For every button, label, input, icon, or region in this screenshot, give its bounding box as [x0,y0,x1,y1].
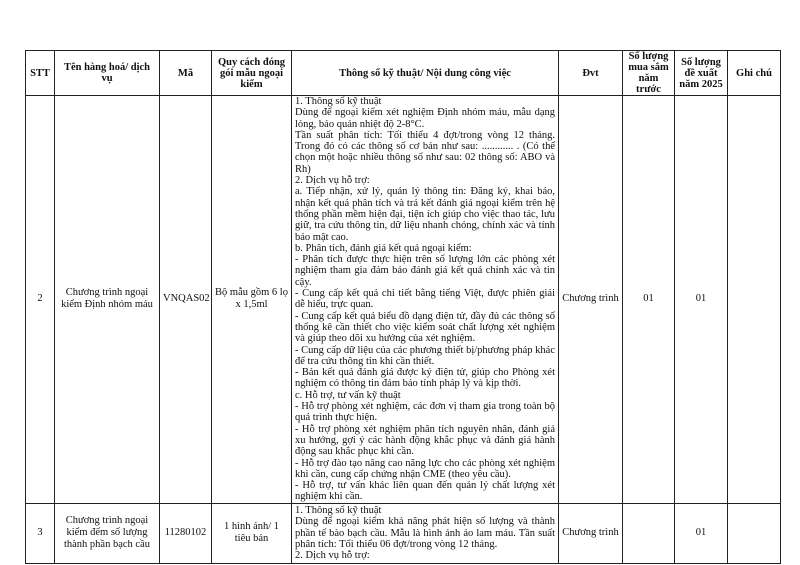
spec-line: - Hỗ trợ phòng xét nghiệm, các đơn vị tham gia trong toàn bộ quá trình thực hiện. [295,401,555,424]
spec-line: - Phân tích được thực hiện trên số lượng lớn các phòng xét nghiệm tham gia đảm bảo đánh giá kết quả chính xác và tin cậy. [295,254,555,288]
row-note [728,96,781,504]
row-name: Chương trình ngoại kiểm đếm số lượng thành phần bạch cầu [55,503,160,563]
table-row [26,503,781,563]
spec-line: - Hỗ trợ, tư vấn khác liên quan đến quản lý chất lượng xét nghiệm khi cần. [295,480,555,503]
row-pack: 1 hình ảnh/ 1 tiêu bản [212,503,292,563]
spec-line: 1. Thông số kỹ thuật [295,96,382,107]
row-note [728,503,781,563]
header-pack: Quy cách đóng gói mẫu ngoại kiểm [212,51,292,96]
row-proposed-qty: 01 [675,96,728,504]
spec-line: - Bản kết quả đánh giá được ký điện tử, giúp cho Phòng xét nghiệm có thông tin đảm bảo tính pháp lý và kịp thời. [295,367,555,390]
row-prev-qty [623,503,675,563]
header-name: Tên hàng hoá/ dịch vụ [55,51,160,96]
table-row [26,96,781,504]
spec-line: b. Phân tích, đánh giá kết quả ngoại kiểm: [295,242,472,254]
spec-line: - Hỗ trợ phòng xét nghiệm phân tích nguyên nhân, đánh giá xu hướng, gợi ý các hành động khắc phục và đánh giá hành động sau khắc phục khi cần. [295,423,555,458]
row-name: Chương trình ngoại kiểm Định nhóm máu [55,96,160,504]
row-proposed-qty: 01 [675,503,728,563]
row-stt: 3 [26,503,55,563]
spec-line: - Cung cấp dữ liệu của các phương thiết bị/phương pháp khác để tra cứu thông tin khi cần thiết. [295,344,555,367]
spec-line: Dùng để ngoại kiểm xét nghiệm Định nhóm máu, mẫu dạng lỏng, bảo quản nhiệt độ 2-8°C. [295,107,555,130]
header-unit: Đvt [559,51,623,96]
row-unit: Chương trình [559,503,623,563]
spec-line: Dùng để ngoại kiểm khả năng phát hiện số lượng và thành phần tế bào bạch cầu. Mẫu là hình ảnh ảo lam máu. Tần suất phân tích: Tối thiểu 06 đợt/trong vòng 12 tháng. [295,516,555,550]
row-stt: 2 [26,96,55,504]
row-spec [292,503,559,563]
spec-line: - Cung cấp kết quả biểu đồ dạng điện tử, đầy đủ các thông số thống kê cần thiết cho việc kiểm soát chất lượng xét nghiệm và giúp theo dõi xu hướng của xét nghiệm. [295,310,555,345]
spec-line: a. Tiếp nhận, xử lý, quản lý thông tin: Đăng ký, khai báo, nhận kết quả phân tích và trả kết đánh giá ngoại kiểm trên hệ thống phần mềm hiện đại, tiện ích giúp cho việc thao tác, lưu giữ, tra cứu thông tin, dữ liệu nhanh chóng, chính xác và tính bảo mật cao. [295,186,555,243]
header-tech: Thông số kỹ thuật/ Nội dung công việc [292,51,559,96]
header-proposed-qty: Số lượng đề xuất năm 2025 [675,51,728,96]
header-code: Mã [160,51,212,96]
row-prev-qty: 01 [623,96,675,504]
procurement-table [25,50,781,564]
spec-line: - Hỗ trợ đào tạo nâng cao năng lực cho các phòng xét nghiệm khi cần, cung cấp chứng nhận CME (theo yêu cầu). [295,457,555,480]
row-pack: Bộ mẫu gồm 6 lọ x 1,5ml [212,96,292,504]
header-note: Ghi chú [728,51,781,96]
spec-line: 2. Dịch vụ hỗ trợ: [295,175,370,187]
row-unit: Chương trình [559,96,623,504]
spec-line: 1. Thông số kỹ thuật [295,504,382,516]
spec-line: c. Hỗ trợ, tư vấn kỹ thuật [295,389,401,401]
spec-line: - Cung cấp kết quả chi tiết bằng tiếng Việt, được phiên giải dễ hiểu, trực quan. [295,288,555,311]
header-row [26,51,781,96]
row-code: VNQAS02 [160,96,212,504]
row-spec [292,96,559,504]
spec-line: 2. Dịch vụ hỗ trợ: [295,550,370,562]
row-code: 11280102 [160,503,212,563]
header-prev-qty: Số lượng mua sắm năm trước [623,51,675,96]
spec-line: Tần suất phân tích: Tối thiểu 4 đợt/trong vòng 12 tháng. Trong đó có các thông số cơ bản như sau: ............ . (Có thể chọn một hoặc nhiều thông số như sau: 02 thông số: ABO và Rh) [295,129,555,175]
header-stt: STT [26,51,55,96]
